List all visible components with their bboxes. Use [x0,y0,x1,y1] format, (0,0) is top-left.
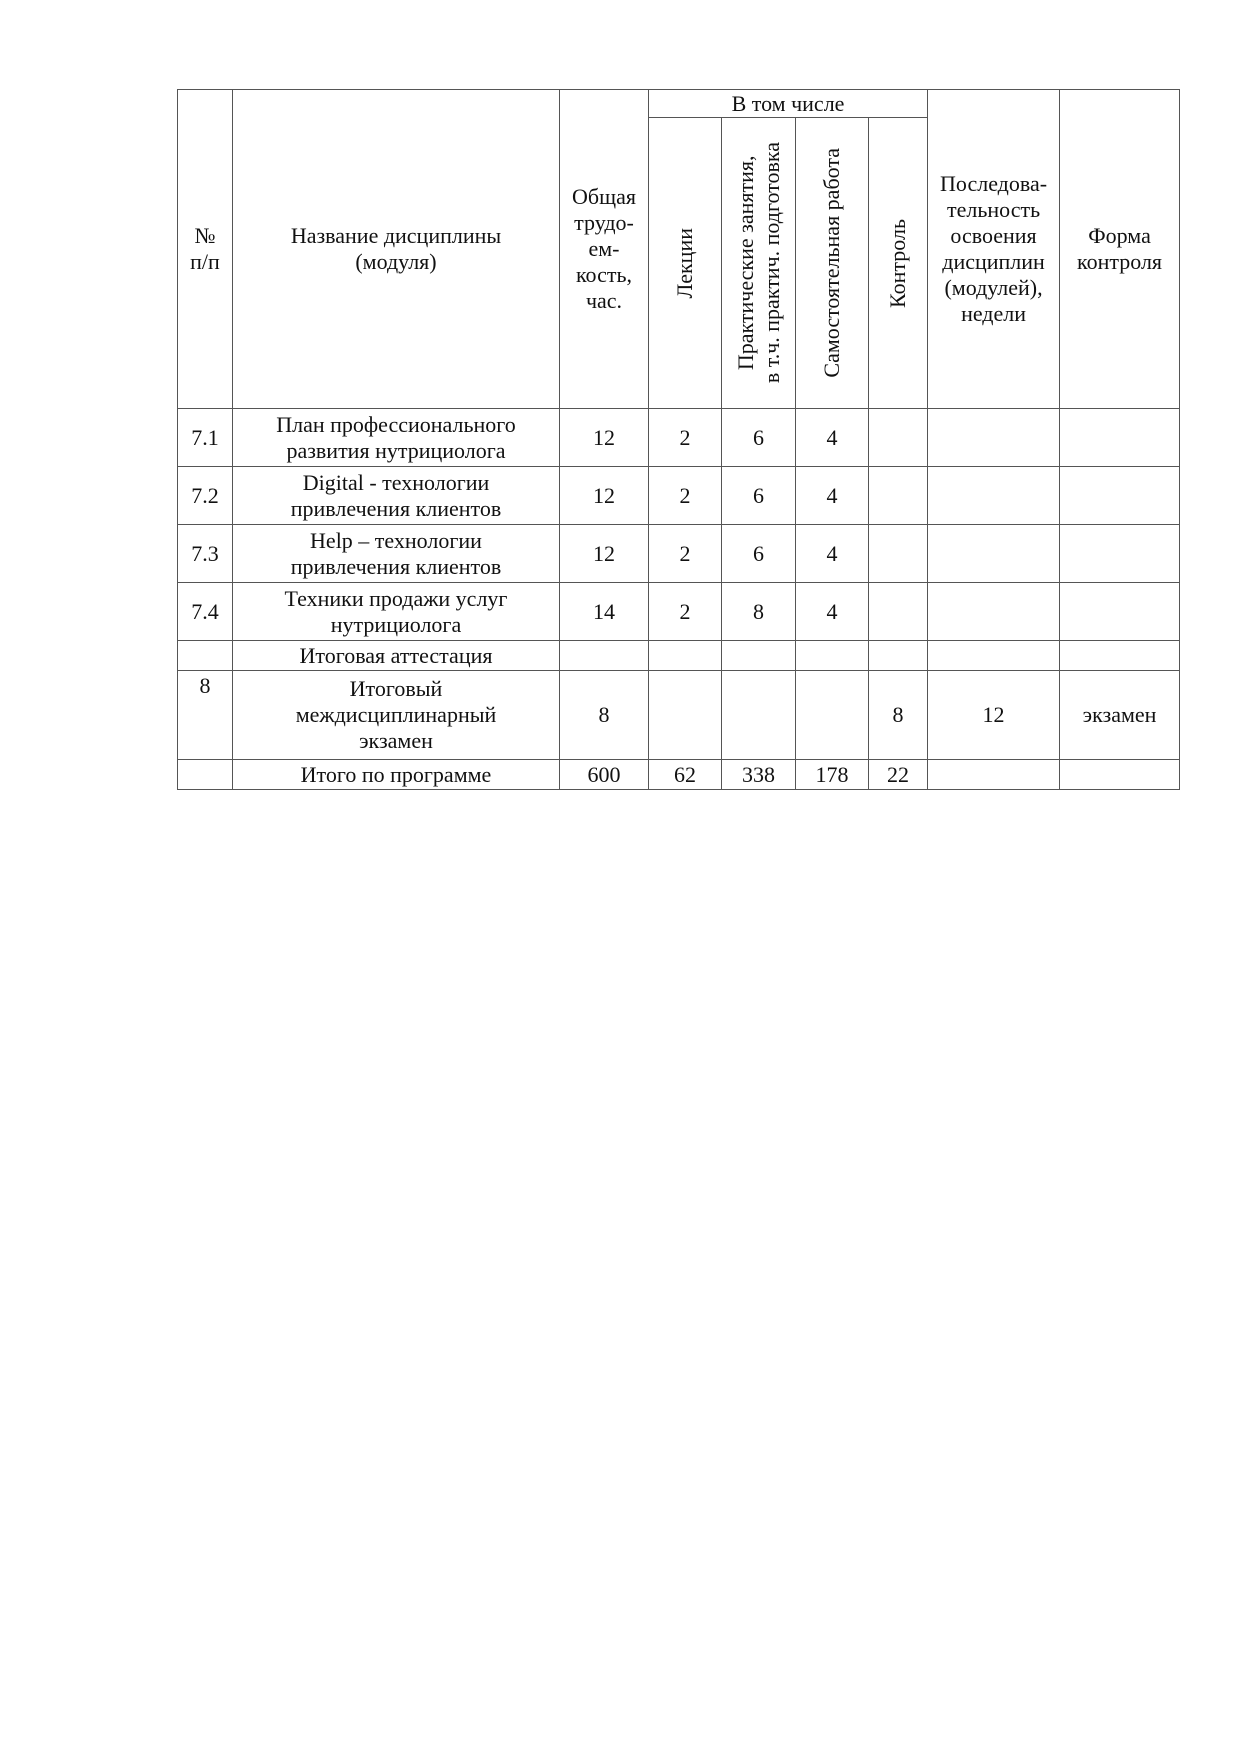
cell-practical [722,671,796,760]
table-row [178,583,1180,641]
cell-control [869,467,928,525]
cell-self-study: 178 [796,760,869,790]
cell-self-study [796,641,869,671]
cell-lectures: 2 [649,467,722,525]
cell-practical: 6 [722,525,796,583]
header-control-cell [869,118,928,409]
cell-lectures: 2 [649,409,722,467]
cell-control: 22 [869,760,928,790]
table-row [178,409,1180,467]
cell-total: 12 [560,409,649,467]
header-lectures: Лекции [672,227,697,299]
cell-practical: 6 [722,467,796,525]
header-name: Название дисциплины (модуля) [233,90,560,409]
cell-self-study: 4 [796,467,869,525]
header-including: В том числе [649,90,928,118]
table-row [178,525,1180,583]
cell-control: 8 [869,671,928,760]
header-practical-cell [722,118,796,409]
cell-num: 7.2 [178,467,233,525]
header-self-study-cell [796,118,869,409]
cell-num: 8 [178,671,233,760]
table-row [178,467,1180,525]
table-header [178,90,1180,409]
cell-name: Digital - технологии привлечения клиентов [233,467,560,525]
cell-name: Help – технологии привлечения клиентов [233,525,560,583]
cell-lectures: 62 [649,760,722,790]
cell-sequence [928,760,1060,790]
cell-name: Итоговая аттестация [233,641,560,671]
cell-num: 7.3 [178,525,233,583]
cell-sequence: 12 [928,671,1060,760]
header-control: Контроль [885,218,911,308]
cell-form [1060,641,1180,671]
cell-total: 12 [560,467,649,525]
header-lectures-cell [649,118,722,409]
cell-lectures: 2 [649,583,722,641]
cell-num: 7.4 [178,583,233,641]
table-row [178,641,1180,671]
cell-self-study [796,671,869,760]
table-row [178,671,1180,760]
cell-sequence [928,409,1060,467]
cell-total [560,641,649,671]
table-body [178,409,1180,790]
table-row [178,760,1180,790]
cell-self-study: 4 [796,525,869,583]
cell-control [869,641,928,671]
header-form: Форма контроля [1060,90,1180,409]
cell-name: Итого по программе [233,760,560,790]
cell-name: Итоговый междисциплинарный экзамен [233,671,560,760]
header-total: Общая трудо- ем- кость, час. [560,90,649,409]
cell-total: 8 [560,671,649,760]
cell-total: 600 [560,760,649,790]
cell-sequence [928,641,1060,671]
cell-form [1060,467,1180,525]
cell-lectures [649,641,722,671]
cell-self-study: 4 [796,409,869,467]
cell-form [1060,409,1180,467]
cell-control [869,525,928,583]
cell-control [869,409,928,467]
cell-practical: 6 [722,409,796,467]
cell-sequence [928,583,1060,641]
cell-form [1060,760,1180,790]
cell-name: Техники продажи услуг нутрициолога [233,583,560,641]
cell-sequence [928,525,1060,583]
header-self-study: Самостоятельная работа [819,148,844,378]
cell-total: 14 [560,583,649,641]
cell-control [869,583,928,641]
header-practical: Практические занятия, в т.ч. практич. подготовка [732,142,784,384]
cell-num [178,641,233,671]
cell-num: 7.1 [178,409,233,467]
cell-self-study: 4 [796,583,869,641]
cell-form: экзамен [1060,671,1180,760]
header-sequence: Последова- тельность освоения дисциплин (модулей), недели [928,90,1060,409]
cell-lectures [649,671,722,760]
curriculum-table [177,89,1180,790]
cell-sequence [928,467,1060,525]
cell-practical: 8 [722,583,796,641]
cell-num [178,760,233,790]
cell-total: 12 [560,525,649,583]
cell-practical: 338 [722,760,796,790]
cell-lectures: 2 [649,525,722,583]
cell-name: План профессионального развития нутрициолога [233,409,560,467]
header-num: № п/п [178,90,233,409]
cell-form [1060,525,1180,583]
cell-practical [722,641,796,671]
cell-form [1060,583,1180,641]
